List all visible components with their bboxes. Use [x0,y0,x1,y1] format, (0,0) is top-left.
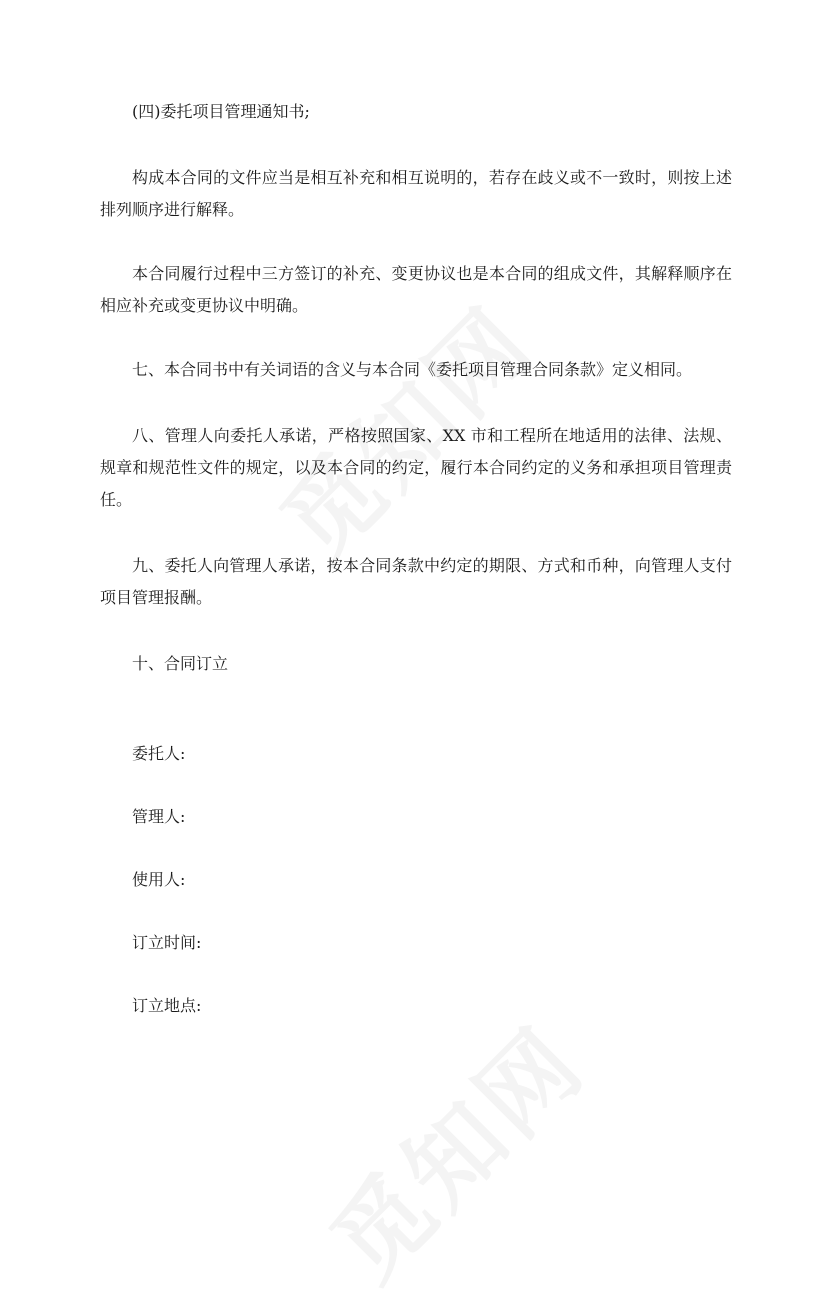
document-body [100,96,732,1053]
client-signature-label: 委托人: [132,744,186,763]
clause-nine: 九、委托人向管理人承诺，按本合同条款中约定的期限、方式和币种，向管理人支付项目管理报酬。 [100,556,732,607]
user-signature-label: 使用人: [132,870,186,889]
manager-signature-label: 管理人: [132,807,186,826]
document-composition-paragraph: 构成本合同的文件应当是相互补充和相互说明的，若存在歧义或不一致时，则按上述排列顺序进行解释。 [100,168,732,219]
clause-seven: 七、本合同书中有关词语的含义与本合同《委托项目管理合同条款》定义相同。 [132,360,693,379]
item-four-notice: (四)委托项目管理通知书; [132,102,310,121]
signing-place-label: 订立地点: [132,996,202,1015]
clause-eight: 八、管理人向委托人承诺，严格按照国家、XX 市和工程所在地适用的法律、法规、规章和规范性文件的规定，以及本合同的约定，履行本合同约定的义务和承担项目管理责任。 [100,426,732,509]
clause-ten-heading: 十、合同订立 [132,654,229,673]
signature-block [100,738,732,1022]
supplement-agreement-paragraph: 本合同履行过程中三方签订的补充、变更协议也是本合同的组成文件，其解释顺序在相应补充或变更协议中明确。 [100,264,732,315]
signing-date-label: 订立时间: [132,933,202,952]
